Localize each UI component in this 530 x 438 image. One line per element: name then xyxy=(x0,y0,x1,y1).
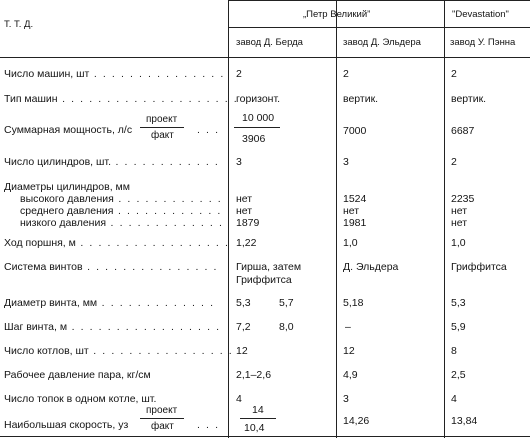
penn-diameter-high: 2235 xyxy=(451,193,475,205)
row-label-cylinders: Число цилиндров, шт. . . . . . . . . . . . . xyxy=(4,156,220,168)
elder-screw-pitch: – xyxy=(345,321,351,333)
penn-machines-count: 2 xyxy=(451,68,457,80)
header-group-peter: „Петр Великий” xyxy=(303,9,371,20)
penn-cylinders: 2 xyxy=(451,156,457,168)
elder-screw-system: Д. Эльдера xyxy=(343,261,399,273)
row-label-furnaces: Число топок в одном котле, шт. xyxy=(4,393,157,405)
berd-machine-type: горизонт. xyxy=(236,93,281,105)
penn-screw-system: Гриффитса xyxy=(451,261,507,273)
penn-boilers: 8 xyxy=(451,345,457,357)
power-frac-top: проект xyxy=(146,114,178,125)
penn-pressure: 2,5 xyxy=(451,369,466,381)
penn-screw-pitch: 5,9 xyxy=(451,321,466,333)
row-label-diameter-high: высокого давления . . . . . . . . . . . . xyxy=(20,193,223,205)
penn-diameter-medium: нет xyxy=(451,205,468,217)
row-label-screw-diameter: Диаметр винта, мм . . . . . . . . . . . . . xyxy=(4,297,215,309)
berd-speed-top: 14 xyxy=(252,404,264,416)
elder-screw-diameter: 5,18 xyxy=(343,297,364,309)
row-label-power: Суммарная мощность, л/с xyxy=(4,124,133,136)
berd-screw-pitch-b: 8,0 xyxy=(279,321,294,333)
header-col-penn: завод У. Пэнна xyxy=(450,37,516,48)
berd-speed-frac-line xyxy=(240,418,276,419)
berd-screw-pitch-a: 7,2 xyxy=(236,321,251,333)
penn-power: 6687 xyxy=(451,125,475,137)
berd-power-frac-line xyxy=(234,127,280,128)
berd-screw-system-line1: Гирша, затем xyxy=(236,261,302,273)
berd-boilers: 12 xyxy=(236,345,248,357)
berd-screw-diameter-b: 5,7 xyxy=(279,297,294,309)
header-ttd: Т. Т. Д. xyxy=(4,19,34,30)
berd-screw-system-line2: Гриффитса xyxy=(236,274,292,286)
row-label-boilers: Число котлов, шт . . . . . . . . . . . . . . . . xyxy=(4,345,234,357)
speed-frac-top: проект xyxy=(146,405,178,416)
berd-power-top: 10 000 xyxy=(242,112,275,124)
elder-diameter-low: 1981 xyxy=(343,217,367,229)
row-label-diameters: Диаметры цилиндров, мм xyxy=(4,181,130,193)
berd-cylinders: 3 xyxy=(236,156,242,168)
penn-diameter-low: нет xyxy=(451,217,468,229)
penn-speed: 13,84 xyxy=(451,415,478,427)
row-label-screw-pitch: Шаг винта, м . . . . . . . . . . . . . . . . . xyxy=(4,321,221,333)
elder-diameter-medium: нет xyxy=(343,205,360,217)
row-label-machines-count: Число машин, шт . . . . . . . . . . . . . . . xyxy=(4,68,225,80)
speed-dots: . . . xyxy=(197,419,220,431)
elder-cylinders: 3 xyxy=(343,156,349,168)
header-bottom-rule xyxy=(0,57,530,58)
table-bottom-rule xyxy=(0,436,530,437)
row-label-stroke: Ход поршня, м . . . . . . . . . . . . . . . . . xyxy=(4,237,230,249)
berd-diameter-medium: нет xyxy=(236,205,253,217)
elder-furnaces: 3 xyxy=(343,393,349,405)
row-label-pressure: Рабочее давление пара, кг/см xyxy=(4,369,151,381)
penn-machine-type: вертик. xyxy=(451,93,487,105)
column-divider-3 xyxy=(444,0,445,438)
berd-diameter-low: 1879 xyxy=(236,217,260,229)
elder-boilers: 12 xyxy=(343,345,355,357)
berd-speed-bottom: 10,4 xyxy=(244,422,265,434)
berd-screw-diameter-a: 5,3 xyxy=(236,297,251,309)
berd-power-bottom: 3906 xyxy=(242,133,266,145)
row-label-speed: Наибольшая скорость, уз xyxy=(4,419,129,431)
berd-pressure: 2,1–2,6 xyxy=(236,369,272,381)
header-col-berd: завод Д. Берда xyxy=(236,37,303,48)
elder-stroke: 1,0 xyxy=(343,237,358,249)
header-group-devastation: "Devastation" xyxy=(452,9,509,20)
row-label-diameter-low: низкого давления . . . . . . . . . . . . . xyxy=(20,217,224,229)
row-label-screw-system: Система винтов . . . . . . . . . . . . . . . xyxy=(4,261,219,273)
berd-furnaces: 4 xyxy=(236,393,242,405)
elder-machines-count: 2 xyxy=(343,68,349,80)
power-frac-line xyxy=(140,127,184,128)
top-rule xyxy=(228,0,530,1)
penn-furnaces: 4 xyxy=(451,393,457,405)
row-label-diameter-medium: среднего давления . . . . . . . . . . . . xyxy=(20,205,222,217)
berd-stroke: 1,22 xyxy=(236,237,257,249)
penn-stroke: 1,0 xyxy=(451,237,466,249)
power-frac-bottom: факт xyxy=(151,130,174,141)
elder-pressure: 4,9 xyxy=(343,369,358,381)
penn-screw-diameter: 5,3 xyxy=(451,297,466,309)
speed-frac-line xyxy=(140,418,184,419)
header-group-rule xyxy=(228,27,530,28)
speed-frac-bottom: факт xyxy=(151,421,174,432)
elder-diameter-high: 1524 xyxy=(343,193,367,205)
column-divider-1 xyxy=(228,0,229,438)
elder-speed: 14,26 xyxy=(343,415,370,427)
berd-machines-count: 2 xyxy=(236,68,242,80)
berd-diameter-high: нет xyxy=(236,193,253,205)
elder-machine-type: вертик. xyxy=(343,93,379,105)
row-label-machine-type: Тип машин . . . . . . . . . . . . . . . . . . . . xyxy=(4,93,239,105)
elder-power: 7000 xyxy=(343,125,367,137)
header-col-elder: завод Д. Эльдера xyxy=(343,37,421,48)
column-divider-2 xyxy=(336,0,337,438)
power-dots: . . . xyxy=(197,124,220,136)
